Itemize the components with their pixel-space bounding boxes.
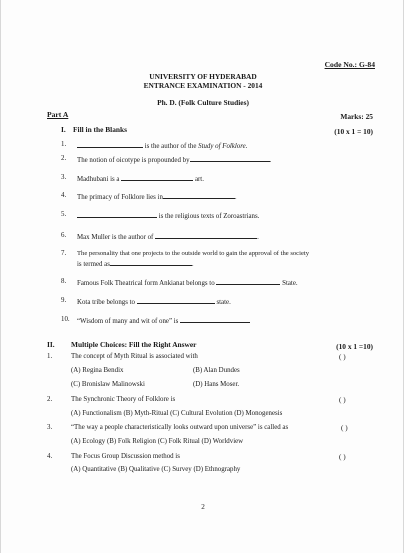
section-2-scheme: (10 x 1 =10) (336, 342, 373, 351)
question-text: is the religious texts of Zoroastrians. (77, 211, 259, 220)
question-number: 1. (61, 141, 67, 148)
page-number: 2 (201, 503, 205, 511)
answer-blank[interactable] (180, 316, 250, 323)
code-number: Code No.: G-84 (324, 60, 375, 69)
question-text: Kota tribe belongs to state. (77, 299, 231, 306)
options-line: (A) Ecology (B) Folk Religion (C) Folk Ritual (D) Worldview (71, 438, 244, 445)
answer-blank[interactable] (137, 297, 215, 304)
university-name: UNIVERSITY OF HYDERABAD (149, 72, 257, 81)
question-number: 7. (61, 250, 67, 257)
answer-blank[interactable] (77, 141, 143, 148)
answer-box[interactable]: ( ) (339, 453, 346, 461)
question-text: Madhubani is a art. (77, 176, 204, 183)
options-line: (A) Quantitative (B) Qualitative (C) Survey (D) Ethnography (71, 466, 241, 473)
question-text: The notion of oicotype is propounded by . (77, 157, 272, 164)
question-number: 2. (47, 396, 53, 403)
section-2-number: II. (47, 340, 55, 349)
answer-box[interactable]: ( ) (339, 396, 346, 404)
question-number: 1. (47, 353, 53, 360)
question-text: is the author of the Study of Folklore. (77, 141, 247, 150)
option-b: (B) Alan Dundes (193, 367, 240, 374)
question-number: 2. (61, 155, 67, 162)
answer-box[interactable]: ( ) (339, 353, 346, 361)
total-marks: Marks: 25 (340, 112, 373, 121)
question-text: The concept of Myth Ritual is associated with (71, 353, 198, 360)
part-label: Part A (47, 110, 69, 119)
question-text: “Wisdom of many and wit of one” is (77, 316, 250, 325)
question-number: 4. (47, 453, 53, 460)
question-text: The personality that one projects to the outside world to gain the approval of the society (77, 250, 310, 257)
section-1-scheme: (10 x 1 = 10) (334, 127, 373, 136)
question-number: 4. (61, 192, 67, 199)
question-text: “The way a people characteristically looks outward upon universe” is called as (71, 424, 289, 431)
option-a: (A) Regina Bendix (71, 367, 124, 374)
question-number: 3. (61, 174, 67, 181)
question-text: Max Muller is the author of . (77, 234, 259, 241)
section-1-number: I. (61, 125, 66, 134)
answer-blank[interactable] (155, 232, 257, 239)
question-number: 8. (61, 278, 67, 285)
section-2-title: Multiple Choices: Fill the Right Answer (71, 340, 197, 349)
answer-box[interactable]: ( ) (341, 424, 348, 432)
question-text: The Focus Group Discussion method is (71, 453, 180, 460)
question-text: The Synchronic Theory of Folklore is (71, 396, 176, 403)
course-title: Ph. D. (Folk Culture Studies) (157, 98, 249, 107)
answer-blank[interactable] (163, 192, 235, 199)
answer-blank[interactable] (216, 278, 280, 285)
question-number: 6. (61, 232, 67, 239)
answer-blank[interactable] (121, 174, 193, 181)
section-1-title: Fill in the Blanks (73, 125, 128, 134)
option-c: (C) Bronislaw Malinowski (71, 381, 145, 388)
question-text-continued: is termed as . (77, 261, 194, 268)
option-d: (D) Hans Moser. (193, 381, 240, 388)
answer-blank[interactable] (110, 259, 192, 266)
answer-blank[interactable] (190, 155, 270, 162)
question-number: 10. (61, 316, 70, 323)
options-line: (A) Functionalism (B) Myth-Ritual (C) Cultural Evolution (D) Monogenesis (71, 410, 283, 417)
exam-title: ENTRANCE EXAMINATION - 2014 (143, 81, 263, 90)
question-number: 3. (47, 424, 53, 431)
question-number: 9. (61, 297, 67, 304)
question-text: The primacy of Folklore lies in . (77, 194, 237, 201)
question-number: 5. (61, 211, 67, 218)
question-text: Famous Folk Theatrical form Ankianat belongs to State. (77, 280, 298, 287)
answer-blank[interactable] (77, 211, 157, 218)
